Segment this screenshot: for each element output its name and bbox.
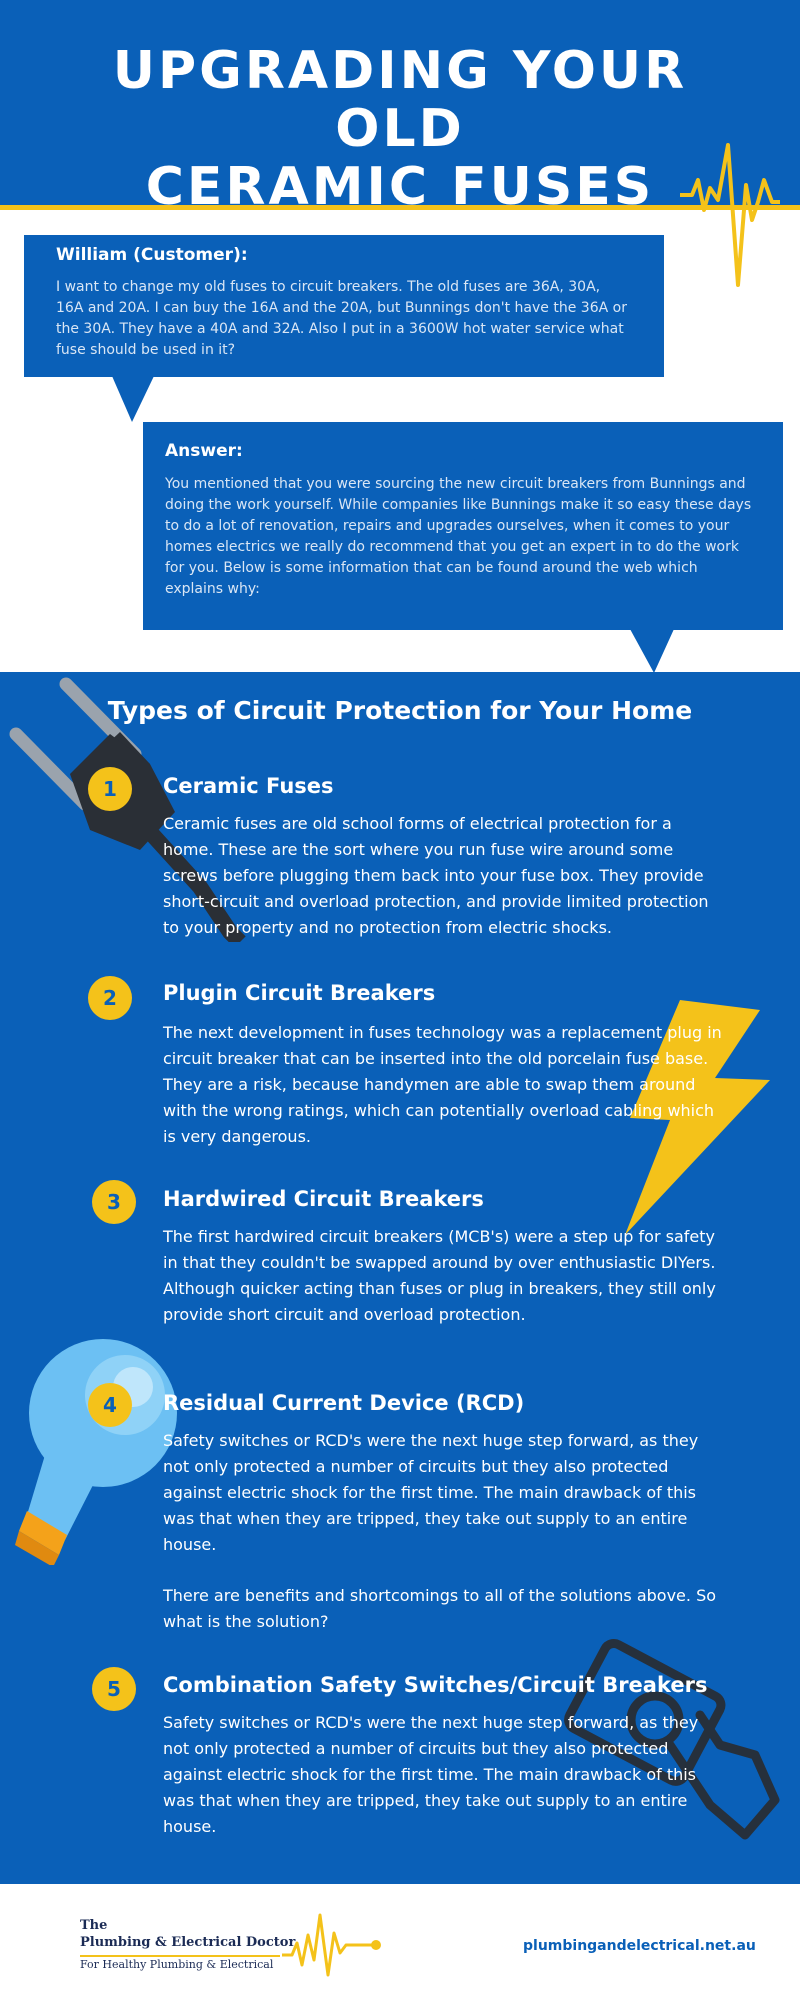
item-title-hardwired-breakers: Hardwired Circuit Breakers: [163, 1187, 484, 1211]
logo-tagline: For Healthy Plumbing & Electrical: [80, 1958, 274, 1971]
item-text-combination: Safety switches or RCD's were the next huge step forward, as they not only protected a number of circuits but they also protected against electric shock for the first time. The main drawback of this was that when they are tripped, they take out supply to an entire house.: [163, 1713, 699, 1836]
answer-bubble-tail: [630, 629, 674, 673]
website-link[interactable]: plumbingandelectrical.net.au: [523, 1938, 756, 1954]
question-text: I want to change my old fuses to circuit breakers. The old fuses are 36A, 30A, 16A and 20A. I can buy the 16A and the 20A, but Bunnings don't have the 36A or the 30A. They have a 40A and 32A. Also I put in a 3600W hot water service what fuse should be used in it?: [56, 279, 627, 358]
question-author: William (Customer):: [56, 245, 248, 265]
lightbulb-icon: [15, 1335, 185, 1565]
item-title-rcd: Residual Current Device (RCD): [163, 1391, 525, 1415]
item-title-combination: Combination Safety Switches/Circuit Breakers: [163, 1673, 708, 1697]
heartbeat-icon: [680, 140, 780, 290]
step-number-1: 1: [88, 767, 132, 811]
logo-underline: [80, 1955, 280, 1957]
logo-line2: Plumbing & Electrical Doctor: [80, 1935, 296, 1950]
step-number-2: 2: [88, 976, 132, 1020]
page-title: [40, 42, 760, 216]
step-number-4: 4: [88, 1383, 132, 1427]
section-title: Types of Circuit Protection for Your Home: [107, 696, 693, 725]
logo-line1: The: [80, 1918, 108, 1933]
page-title-line1: UPGRADING YOUR OLD: [112, 41, 688, 159]
logo-heartbeat-icon: [282, 1905, 382, 1980]
item-text-solution-question: There are benefits and shortcomings to all of the solutions above. So what is the solution?: [163, 1586, 717, 1631]
step-number-5: 5: [92, 1667, 136, 1711]
step-number-3: 3: [92, 1180, 136, 1224]
item-text-plugin-breakers: The next development in fuses technology was a replacement plug in circuit breaker that can be inserted into the old porcelain fuse base. They are a risk, because handymen are able to swap them around with the wrong ratings, which can potentially overload cabling which is very dangerous.: [163, 1023, 722, 1146]
item-text-ceramic-fuses: Ceramic fuses are old school forms of electrical protection for a home. These are the sort where you run fuse wire around some screws before plugging them back into your fuse box. They provide short-circuit and overload protection, and provide limited protection to your property and no protection from electric shocks.: [163, 814, 709, 937]
item-title-ceramic-fuses: Ceramic Fuses: [163, 774, 334, 798]
item-text-hardwired-breakers: The first hardwired circuit breakers (MCB's) were a step up for safety in that they couldn't be swapped around by over enthusiastic DIYers. Although quicker acting than fuses or plug in breakers, they still only provide short circuit and overload protection.: [163, 1227, 716, 1324]
answer-title: Answer:: [165, 441, 243, 461]
item-text-rcd: Safety switches or RCD's were the next huge step forward, as they not only protected a number of circuits but they also protected against electric shock for the first time. The main drawback of this was that when they are tripped, they take out supply to an entire house.: [163, 1431, 699, 1554]
question-bubble-tail: [112, 376, 154, 422]
answer-text: You mentioned that you were sourcing the new circuit breakers from Bunnings and doing the work yourself. While companies like Bunnings make it so easy these days to do a lot of renovation, repairs and upgrades ourselves, when it comes to your homes electrics we really do recommend that you get an expert in to do the work for you. Below is some information that can be found around the web which explains why:: [165, 476, 752, 597]
page-title-line2: CERAMIC FUSES: [145, 157, 655, 217]
item-title-plugin-breakers: Plugin Circuit Breakers: [163, 981, 436, 1005]
